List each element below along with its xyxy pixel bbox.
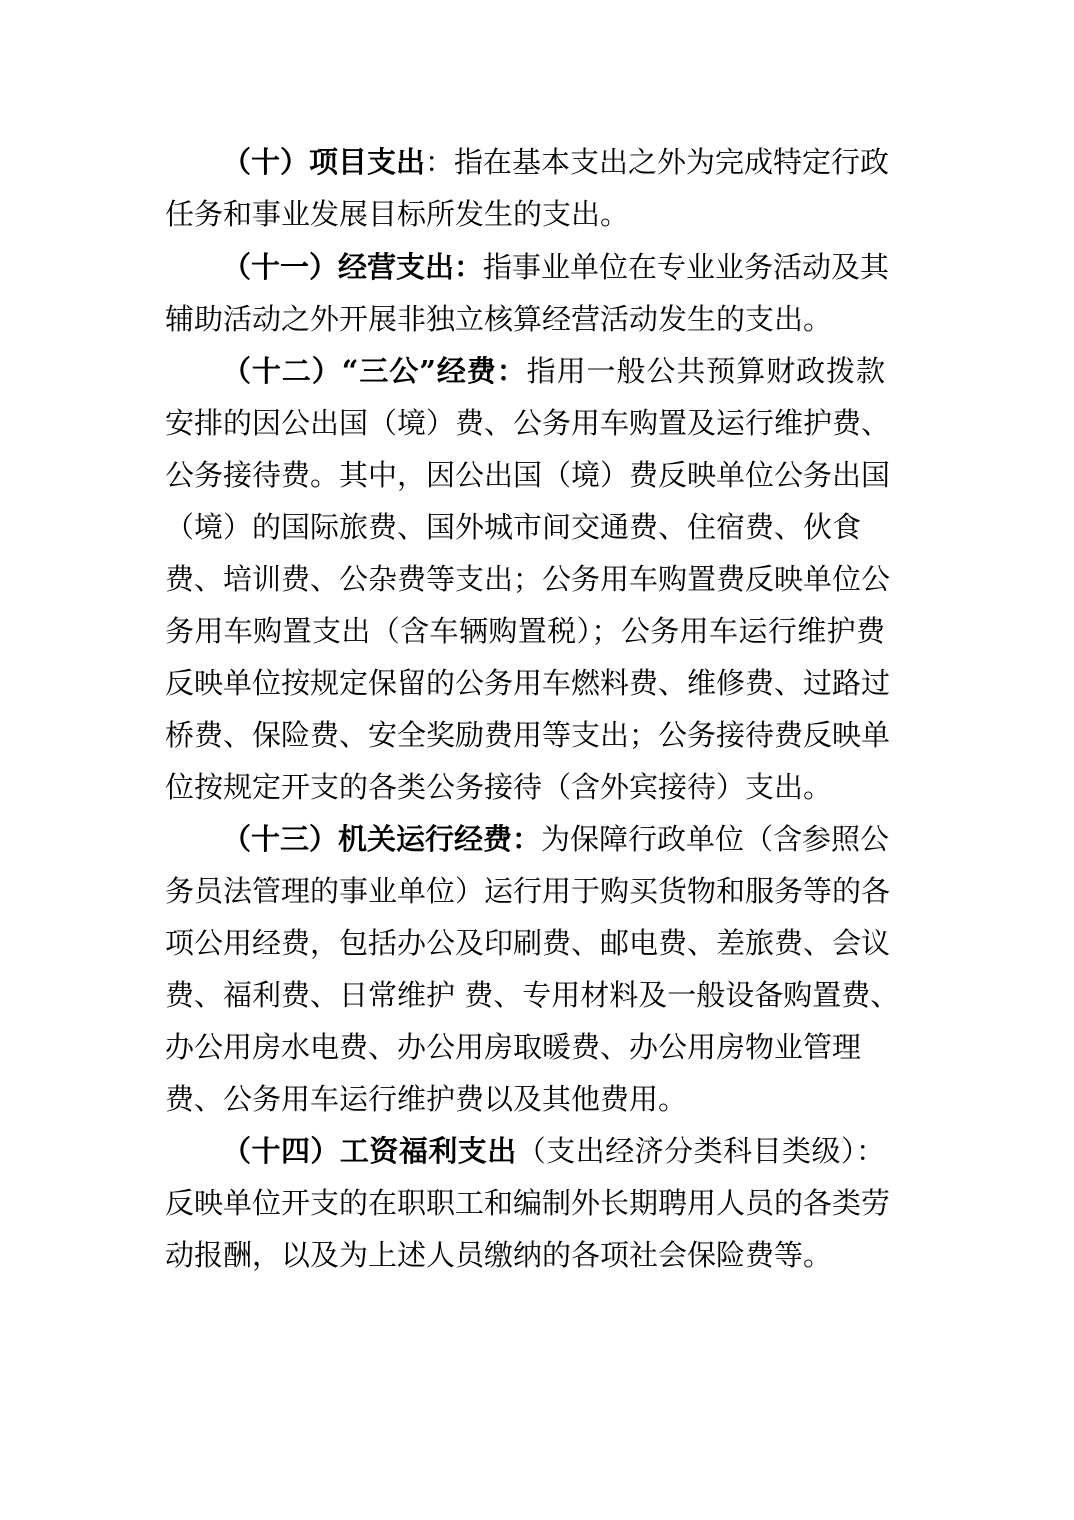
section-heading: （十四）工资福利支出 <box>222 1134 517 1168</box>
paragraph-line: 务员法管理的事业单位）运行用于购买货物和服务等的各 <box>165 874 891 908</box>
paragraph-text: 指在基本支出之外为完成特定行政 <box>454 145 890 179</box>
paragraph-line <box>222 142 890 182</box>
paragraph-text: 为保障行政单位（含参照公 <box>541 822 890 856</box>
paragraph-line: （境）的国际旅费、国外城市间交通费、住宿费、伙食 <box>165 510 862 544</box>
paragraph-line: 安排的因公出国（境）费、公务用车购置及运行维护费、 <box>165 406 891 440</box>
section-heading: （十二）“三公”经费： <box>222 354 527 388</box>
paragraph-text: （支出经济分类科目类级）： <box>516 1134 885 1168</box>
paragraph-line: 费、培训费、公杂费等支出；公务用车购置费反映单位公 <box>165 562 891 596</box>
paragraph-line: 务用车购置支出（含车辆购置税）；公务用车运行维护费 <box>165 614 885 648</box>
paragraph-line: 任务和事业发展目标所发生的支出。 <box>165 197 630 231</box>
heading-separator: ： <box>425 145 455 179</box>
paragraph-line <box>222 1131 885 1171</box>
paragraph-text: 指事业单位在专业业务活动及其 <box>483 250 890 284</box>
paragraph-line: 反映单位按规定保留的公务用车燃料费、维修费、过路过 <box>165 666 891 700</box>
paragraph-line: 动报酬，以及为上述人员缴纳的各项社会保险费等。 <box>165 1238 833 1272</box>
paragraph-line: 费、公务用车运行维护费以及其他费用。 <box>165 1082 688 1116</box>
paragraph-text: 指用一般公共预算财政拨款 <box>526 354 885 388</box>
paragraph-line: 反映单位开支的在职职工和编制外长期聘用人员的各类劳 <box>165 1186 891 1220</box>
section-heading: （十）项目支出 <box>222 145 426 179</box>
paragraph-line: 项公用经费，包括办公及印刷费、邮电费、差旅费、会议 <box>165 926 891 960</box>
paragraph-line <box>222 819 890 859</box>
paragraph-line <box>222 247 890 287</box>
paragraph-line: 办公用房水电费、办公用房取暖费、办公用房物业管理 <box>165 1030 862 1064</box>
paragraph-line: 公务接待费。其中，因公出国（境）费反映单位公务出国 <box>165 458 891 492</box>
paragraph-line: 位按规定开支的各类公务接待（含外宾接待）支出。 <box>165 770 833 804</box>
section-heading: （十三）机关运行经费： <box>222 822 542 856</box>
paragraph-line: 费、福利费、日常维护 费、专用材料及一般设备购置费、 <box>165 978 900 1012</box>
paragraph-line <box>222 351 885 391</box>
paragraph-line: 桥费、保险费、安全奖励费用等支出；公务接待费反映单 <box>165 718 891 752</box>
section-heading: （十一）经营支出： <box>222 250 484 284</box>
paragraph-line: 辅助活动之外开展非独立核算经营活动发生的支出。 <box>165 302 833 336</box>
